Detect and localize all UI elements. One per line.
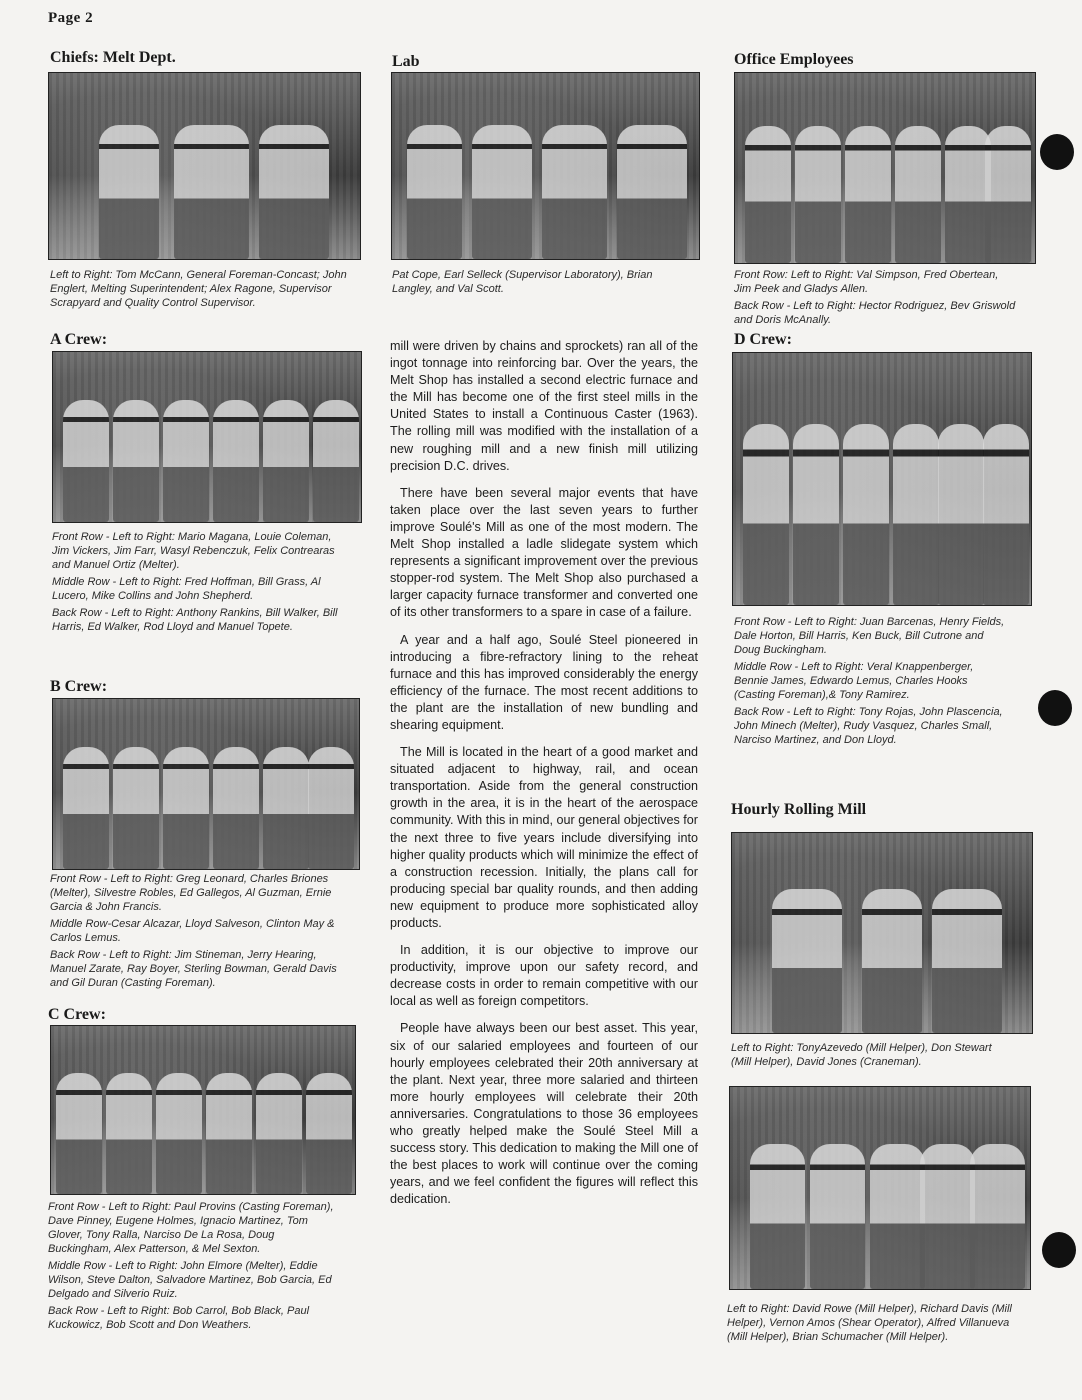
caption-line: Pat Cope, Earl Selleck (Supervisor Laboratory), Brian Langley, and Val Scott.	[392, 269, 653, 295]
office-heading: Office Employees	[734, 51, 854, 68]
b-crew-photo	[52, 698, 360, 870]
rolling-mill-photo-1	[731, 832, 1033, 1034]
a-crew-heading: A Crew:	[50, 331, 108, 348]
caption-line: Back Row - Left to Right: Bob Carrol, Bob Black, Paul Kuckowicz, Bob Scott and Don Weathers.	[48, 1305, 310, 1331]
lab-photo	[391, 72, 700, 260]
caption-line: Back Row - Left to Right: Anthony Rankins, Bill Walker, Bill Harris, Ed Walker, Rod Lloyd and Manuel Topete.	[52, 607, 338, 633]
caption-line: Left to Right: David Rowe (Mill Helper), Richard Davis (Mill Helper), Vernon Amos (Shear Operator), Alfred Villanueva (Mill Helper), Brian Schumacher (Mill Helper).	[727, 1303, 1012, 1343]
binder-hole	[1038, 690, 1072, 726]
rolling-mill-caption-2	[727, 1302, 1012, 1347]
chiefs-heading: Chiefs: Melt Dept.	[50, 49, 176, 66]
caption-line: Back Row - Left to Right: Hector Rodriguez, Bev Griswold and Doris McAnally.	[734, 300, 1016, 326]
binder-hole	[1042, 1232, 1076, 1268]
caption-line: Front Row: Left to Right: Val Simpson, Fred Obertean, Jim Peek and Gladys Allen.	[734, 269, 999, 295]
c-crew-caption	[48, 1200, 336, 1335]
chiefs-caption	[50, 268, 358, 313]
c-crew-heading: C Crew:	[48, 1006, 106, 1023]
d-crew-heading: D Crew:	[734, 331, 792, 348]
office-caption	[734, 268, 1016, 330]
article-paragraph: In addition, it is our objective to improve our productivity, improve upon our safety record, and decrease costs in order to remain competitive with our local as well as foreign competitors.	[390, 943, 698, 1009]
c-crew-photo	[50, 1025, 356, 1195]
caption-line: Middle Row - Left to Right: John Elmore (Melter), Eddie Wilson, Steve Dalton, Salvadore Martinez, Bob Garcia, Ed Delgado and Silverio Ruiz.	[48, 1260, 332, 1300]
b-crew-heading: B Crew:	[50, 678, 108, 695]
caption-line: Left to Right: TonyAzevedo (Mill Helper), Don Stewart (Mill Helper), David Jones (Craneman).	[731, 1042, 992, 1068]
office-photo	[734, 72, 1036, 264]
page-number: Page 2	[48, 10, 94, 26]
rolling-mill-photo-2	[729, 1086, 1031, 1290]
a-crew-photo	[52, 351, 362, 523]
rolling-mill-caption-1	[731, 1041, 1013, 1072]
lab-heading: Lab	[392, 53, 420, 70]
article-paragraph: There have been several major events that have taken place over the last seven years to further improve Soulé's Mill as one of the most modern. The Melt Shop installed a ladle slidegate system which represents a significant improvement over the previous stopper-rod system. The Melt Shop also purchased a larger capacity furnace transformer and converted one of its other transformers to a spare in case of a failure.	[390, 485, 698, 620]
caption-line: Middle Row-Cesar Alcazar, Lloyd Salveson, Clinton May & Carlos Lemus.	[50, 918, 335, 944]
caption-line: Front Row - Left to Right: Greg Leonard, Charles Briones (Melter), Silvestre Robles, Ed Gallegos, Al Guzman, Ernie Garcia & John Francis.	[50, 873, 332, 913]
d-crew-caption	[734, 615, 1010, 750]
article-paragraph: The Mill is located in the heart of a good market and situated adjacent to highway, rail, and ocean transportation. Aside from the general construction growth in the area, it is in the heart of the aerospace community. With this in mind, our general objectives for the next three to five years include diversifying into higher quality products which will minimize the effect of a construction recession. Initially, the plans call for producing special bar quality rounds, and then adding new equipment to produce more sophisticated alloy products.	[390, 745, 698, 930]
article-paragraph: A year and a half ago, Soulé Steel pioneered in introducing a fibre-refractory lining to the reheat furnace and this has improved considerably the energy efficiency of the furnace. The most recent additions to the plant are the installation of new bundling and shearing equipment.	[390, 632, 698, 732]
caption-line: Front Row - Left to Right: Juan Barcenas, Henry Fields, Dale Horton, Bill Harris, Ken Buck, Bill Cutrone and Doug Buckingham.	[734, 616, 1005, 656]
binder-hole	[1040, 134, 1074, 170]
caption-line: Back Row - Left to Right: Tony Rojas, John Plascencia, John Minech (Melter), Rudy Vasquez, Charles Small, Narciso Martinez, and Don Lloyd.	[734, 706, 1003, 746]
d-crew-photo	[732, 352, 1032, 606]
article-paragraph: People have always been our best asset. This year, six of our salaried employees and fourteen of our hourly employees celebrated their 20th anniversary at the plant. Next year, three more salaried and thirteen more hourly employees will celebrate their 20th anniversaries. Congratulations to those 36 employees who greatly helped make the Soulé Steel Mill a success story. This dedication to making the Mill one of the best places to work will continue over the coming years, and we feel confident the figures will reflect this dedication.	[390, 1021, 698, 1207]
chiefs-photo	[48, 72, 361, 260]
rolling-mill-heading: Hourly Rolling Mill	[731, 801, 867, 818]
lab-caption	[392, 268, 692, 299]
caption-line: Middle Row - Left to Right: Veral Knappenberger, Bennie James, Edwardo Lemus, Charles Hooks (Casting Foreman),& Tony Ramirez.	[734, 661, 974, 701]
caption-line: Back Row - Left to Right: Jim Stineman, Jerry Hearing, Manuel Zarate, Ray Boyer, Sterling Bowman, Gerald Davis and Gil Duran (Casting Foreman).	[50, 949, 337, 989]
caption-line: Front Row - Left to Right: Mario Magana, Louie Coleman, Jim Vickers, Jim Farr, Wasyl Rebenczuk, Felix Contrearas and Manuel Ortiz (Melter).	[52, 531, 335, 571]
caption-line: Left to Right: Tom McCann, General Foreman-Concast; John Englert, Melting Superintendent; Alex Ragone, Supervisor Scrapyard and Quality Control Supervisor.	[50, 269, 347, 309]
b-crew-caption	[50, 872, 340, 993]
a-crew-caption	[52, 530, 340, 637]
article-body	[390, 338, 698, 1219]
caption-line: Middle Row - Left to Right: Fred Hoffman, Bill Grass, Al Lucero, Mike Collins and John Shepherd.	[52, 576, 321, 602]
caption-line: Front Row - Left to Right: Paul Provins (Casting Foreman), Dave Pinney, Eugene Holmes, Ignacio Martinez, Tom Glover, Tony Ralla, Narciso De La Rosa, Doug Buckingham, Alex Patterson, & Mel Sexton.	[48, 1201, 334, 1255]
article-paragraph: mill were driven by chains and sprockets) ran all of the ingot tonnage into reinforcing bar. Over the years, the Melt Shop has installed a second electric furnace and the Mill has become one of the first steel mills in the United States to install a Continuous Caster (1963). The rolling mill was modified with the installation of a new roughing mill and a new finish mill utilizing precision D.C. drives.	[390, 339, 698, 473]
